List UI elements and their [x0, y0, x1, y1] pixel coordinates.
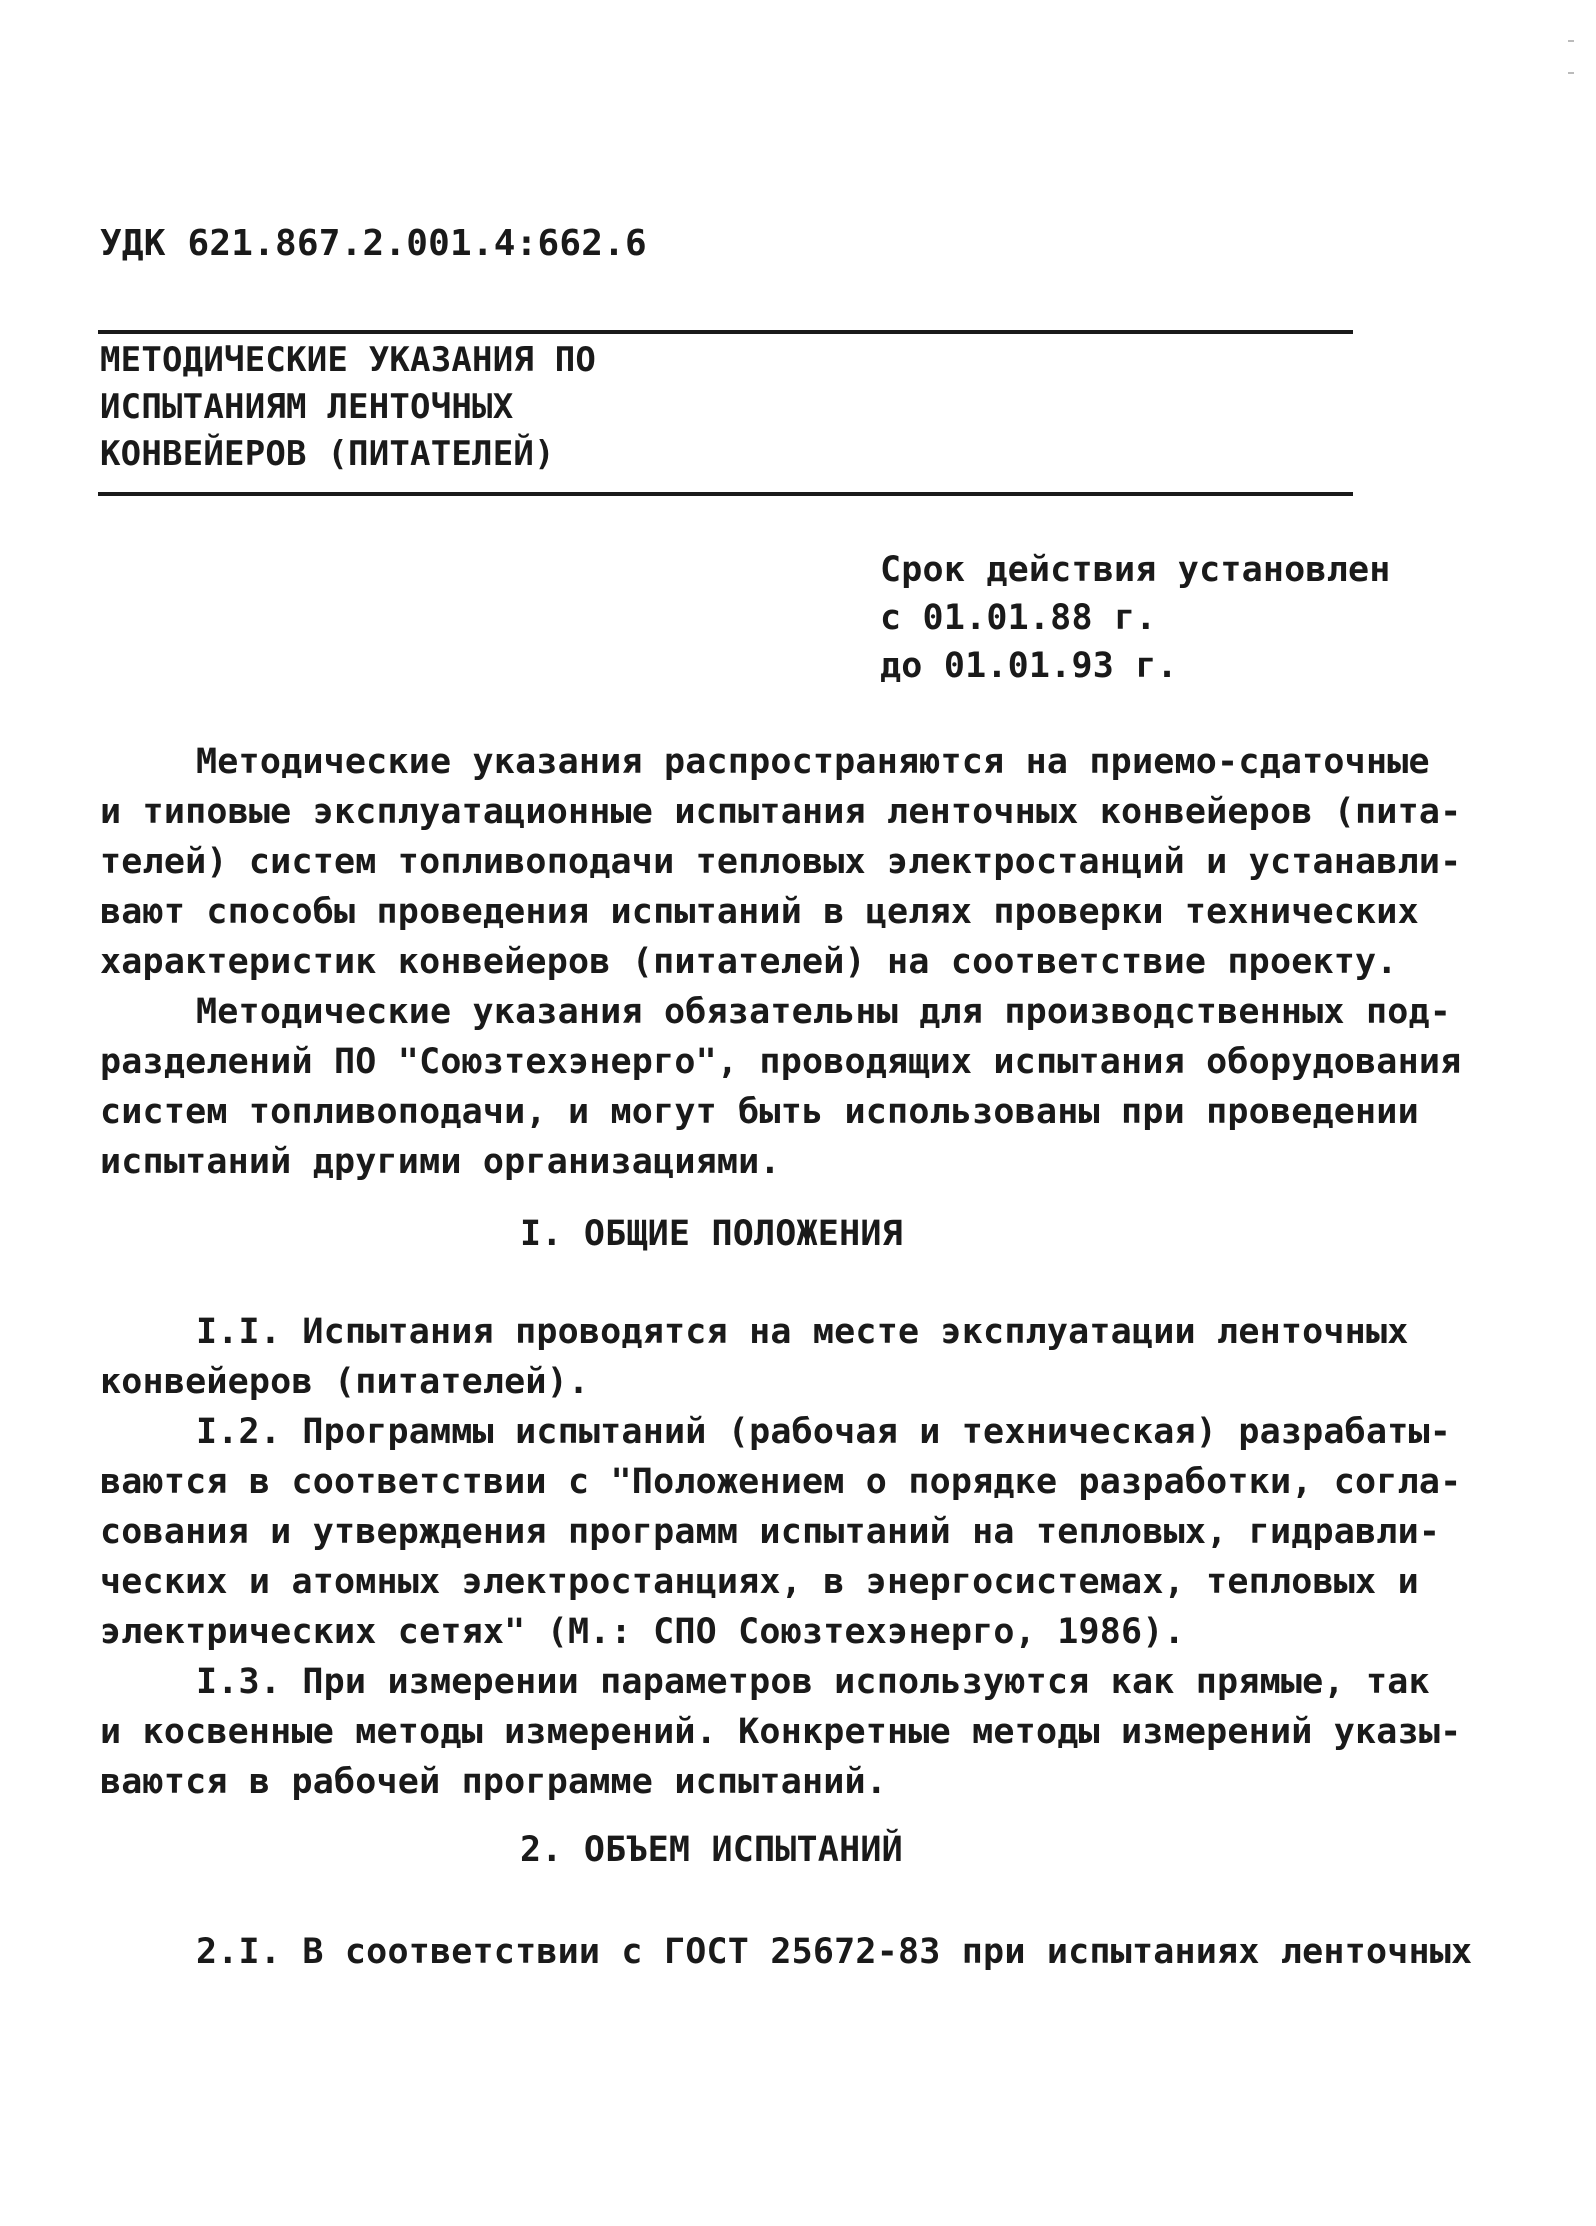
section-1-line: I.3. При измерении параметров используются как прямые, так: [196, 1662, 1430, 1702]
section-1-line: I.I. Испытания проводятся на месте эксплуатации ленточных: [196, 1312, 1409, 1352]
intro-line: телей) систем топливоподачи тепловых электростанций и устанавли-: [100, 842, 1462, 882]
scan-mark: [1568, 40, 1574, 42]
title-line-1: МЕТОДИЧЕСКИЕ УКАЗАНИЯ ПО: [100, 340, 597, 380]
validity-line-3: до 01.01.93 г.: [880, 646, 1178, 686]
intro-line: систем топливоподачи, и могут быть использованы при проведении: [100, 1092, 1419, 1132]
intro-line: характеристик конвейеров (питателей) на соответствие проекту.: [100, 942, 1398, 982]
section-1-line: ваются в рабочей программе испытаний.: [100, 1762, 888, 1802]
intro-line: Методические указания обязательны для производственных под-: [196, 992, 1452, 1032]
title-top-rule: [98, 330, 1353, 334]
section-2-line: 2.I. В соответствии с ГОСТ 25672-83 при испытаниях ленточных: [196, 1932, 1473, 1972]
section-1-line: конвейеров (питателей).: [100, 1362, 590, 1402]
udk-code: УДК 621.867.2.001.4:662.6: [100, 223, 647, 264]
intro-line: испытаний другими организациями.: [100, 1142, 781, 1182]
title-bottom-rule: [98, 492, 1353, 496]
section-1-line: электрических сетях" (М.: СПО Союзтехэнерго, 1986).: [100, 1612, 1185, 1652]
scan-mark: [1568, 72, 1574, 74]
section-2-heading: 2. ОБЪЕМ ИСПЫТАНИЙ: [520, 1830, 903, 1870]
section-1-heading: I. ОБЩИЕ ПОЛОЖЕНИЯ: [520, 1214, 903, 1254]
validity-line-2: с 01.01.88 г.: [880, 598, 1157, 638]
intro-line: вают способы проведения испытаний в целях проверки технических: [100, 892, 1419, 932]
validity-line-1: Срок действия установлен: [880, 550, 1391, 590]
intro-line: Методические указания распространяются на приемо-сдаточные: [196, 742, 1430, 782]
section-1-line: ческих и атомных электростанциях, в энергосистемах, тепловых и: [100, 1562, 1419, 1602]
section-1-line: I.2. Программы испытаний (рабочая и техническая) разрабаты-: [196, 1412, 1452, 1452]
intro-line: и типовые эксплуатационные испытания ленточных конвейеров (пита-: [100, 792, 1462, 832]
title-line-3: КОНВЕЙЕРОВ (ПИТАТЕЛЕЙ): [100, 434, 555, 474]
section-1-line: сования и утверждения программ испытаний на тепловых, гидравли-: [100, 1512, 1441, 1552]
title-line-2: ИСПЫТАНИЯМ ЛЕНТОЧНЫХ: [100, 387, 514, 427]
section-1-line: ваются в соответствии с "Положением о порядке разработки, согла-: [100, 1462, 1462, 1502]
section-1-line: и косвенные методы измерений. Конкретные методы измерений указы-: [100, 1712, 1462, 1752]
intro-line: разделений ПО "Союзтехэнерго", проводящих испытания оборудования: [100, 1042, 1462, 1082]
